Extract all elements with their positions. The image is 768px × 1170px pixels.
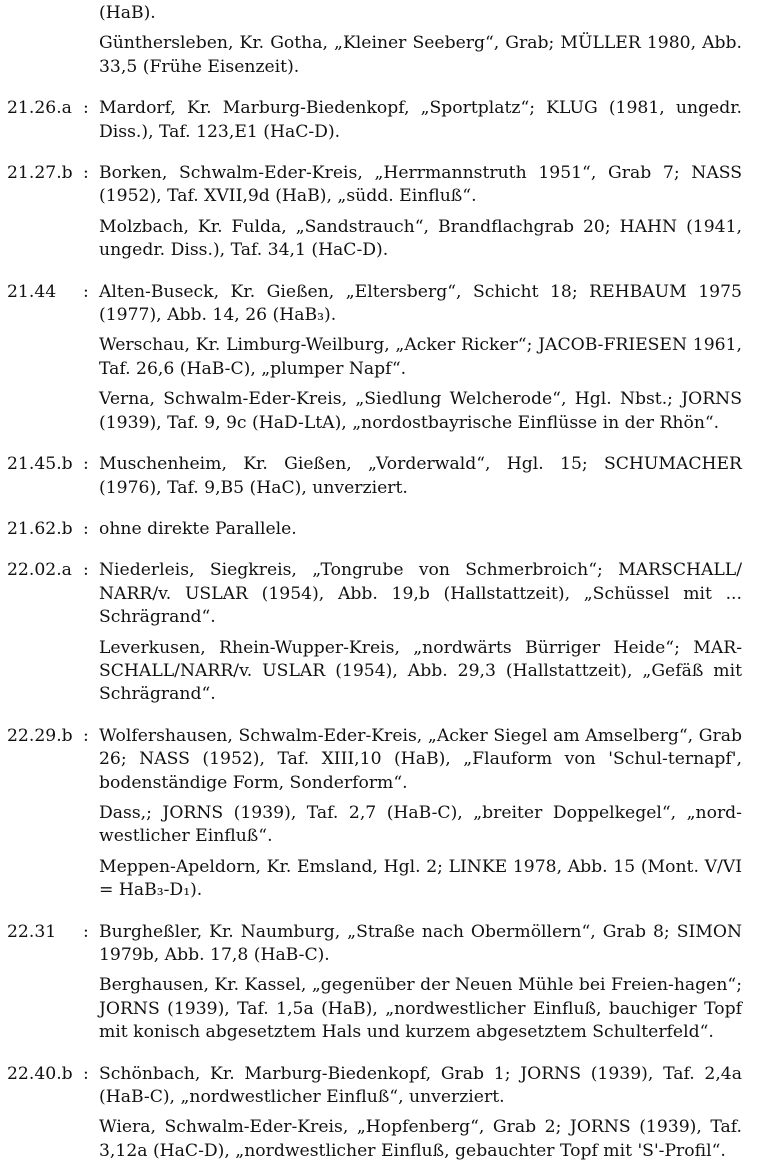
entry-body xyxy=(99,725,742,910)
entry-gap xyxy=(0,1052,768,1063)
entry-gap xyxy=(0,548,768,559)
catalog-document xyxy=(0,2,768,1170)
entry-gap xyxy=(0,151,768,162)
entry-gap xyxy=(0,442,768,453)
entry-code: 21.44 xyxy=(7,281,57,302)
entry-separator: : xyxy=(83,518,89,539)
entry-reference: ohne direkte Parallele. xyxy=(99,518,297,539)
entry-reference: Wiera, Schwalm-Eder-Kreis, „Hopfenberg“, Grab 2; JORNS (1939), Taf. 3,12a (HaC-D), „nordwestlicher Einfluß, gebauchter Topf mit 'S'-Profil“. xyxy=(99,1117,742,1161)
entry-body xyxy=(99,281,742,442)
entry-reference: Günthersleben, Kr. Gotha, „Kleiner Seeberg“, Grab; MÜLLER 1980, Abb. 33,5 (Frühe Eisenzeit). xyxy=(99,33,742,77)
entry-separator: : xyxy=(83,560,89,581)
entry-separator: : xyxy=(83,163,89,184)
entry-code: 21.26.a xyxy=(7,98,72,119)
entry-reference: Verna, Schwalm-Eder-Kreis, „Siedlung Welcherode“, Hgl. Nbst.; JORNS (1939), Taf. 9, 9c (HaD-LtA), „nordostbayrische Einflüsse in der Rhön“. xyxy=(99,389,742,433)
entry-separator: : xyxy=(83,454,89,475)
entry-code: 22.29.b xyxy=(7,725,73,746)
entry-code: 22.40.b xyxy=(7,1063,73,1084)
catalog-entry xyxy=(0,518,768,548)
entry-code: 21.45.b xyxy=(7,454,73,475)
entry-separator: : xyxy=(83,725,89,746)
entry-reference: Burgheßler, Kr. Naumburg, „Straße nach Obermöllern“, Grab 8; SIMON 1979b, Abb. 17,8 (HaB-C). xyxy=(99,921,742,965)
catalog-entry xyxy=(0,1063,768,1170)
entry-code: 21.62.b xyxy=(7,518,73,539)
catalog-entry xyxy=(0,453,768,507)
entry-reference: Muschenheim, Kr. Gießen, „Vorderwald“, Hgl. 15; SCHUMACHER (1976), Taf. 9,B5 (HaC), unverziert. xyxy=(99,454,742,498)
entry-body xyxy=(99,453,742,507)
entry-body xyxy=(99,162,742,270)
entry-reference: Alten-Buseck, Kr. Gießen, „Eltersberg“, Schicht 18; REHBAUM 1975 (1977), Abb. 14, 26 (HaB₃). xyxy=(99,281,742,326)
entry-gap xyxy=(0,714,768,725)
entry-gap xyxy=(0,910,768,921)
entry-body xyxy=(99,518,742,548)
catalog-entry xyxy=(0,162,768,270)
entry-code xyxy=(0,2,83,86)
catalog-entry xyxy=(0,921,768,1052)
entry-separator: : xyxy=(83,1063,89,1084)
entry-separator: : xyxy=(83,921,89,942)
entry-reference: Meppen-Apeldorn, Kr. Emsland, Hgl. 2; LINKE 1978, Abb. 15 (Mont. V/VI = HaB₃-D₁). xyxy=(99,856,742,901)
entry-gap xyxy=(0,86,768,97)
catalog-entry xyxy=(0,559,768,713)
entry-body xyxy=(99,559,742,713)
catalog-entry xyxy=(0,97,768,151)
catalog-entry xyxy=(0,2,768,86)
catalog-entry xyxy=(0,725,768,910)
entry-reference: (HaB). xyxy=(99,3,156,23)
entry-body xyxy=(99,2,742,86)
entry-separator: : xyxy=(83,98,89,119)
entry-reference: Molzbach, Kr. Fulda, „Sandstrauch“, Brandflachgrab 20; HAHN (1941, ungedr. Diss.), Taf. 34,1 (HaC-D). xyxy=(99,216,742,261)
entry-reference: Niederleis, Siegkreis, „Tongrube von Schmerbroich“; MARSCHALL/ NARR/v. USLAR (1954), Abb. 19,b (Hallstattzeit), „Schüssel mit ... Schrägrand“. xyxy=(99,560,742,628)
entry-code: 21.27.b xyxy=(7,163,73,184)
catalog-entry xyxy=(0,281,768,442)
entry-body xyxy=(99,921,742,1052)
entry-reference: Dass,; JORNS (1939), Taf. 2,7 (HaB-C), „breiter Doppelkegel“, „nord-westlicher Einfluß“. xyxy=(99,802,742,847)
entry-reference: Schönbach, Kr. Marburg-Biedenkopf, Grab 1; JORNS (1939), Taf. 2,4a (HaB-C), „nordwestlicher Einfluß“, unverziert. xyxy=(99,1063,742,1108)
entry-separator xyxy=(83,2,99,86)
entry-code: 22.31 xyxy=(7,921,57,942)
entry-reference: Leverkusen, Rhein-Wupper-Kreis, „nordwärts Bürriger Heide“; MAR-SCHALL/NARR/v. USLAR (1954), Abb. 29,3 (Hallstattzeit), „Gefäß mit Schrägrand“. xyxy=(99,637,742,705)
entry-code: 22.02.a xyxy=(7,560,72,581)
entry-gap xyxy=(0,507,768,518)
entry-reference: Borken, Schwalm-Eder-Kreis, „Herrmannstruth 1951“, Grab 7; NASS (1952), Taf. XVII,9d (HaB), „südd. Einfluß“. xyxy=(99,163,742,207)
entry-body xyxy=(99,1063,742,1170)
entry-separator: : xyxy=(83,281,89,302)
entry-reference: Mardorf, Kr. Marburg-Biedenkopf, „Sportplatz“; KLUG (1981, ungedr. Diss.), Taf. 123,E1 (HaC-D). xyxy=(99,98,742,142)
entry-reference: Wolfershausen, Schwalm-Eder-Kreis, „Acker Siegel am Amselberg“, Grab 26; NASS (1952), Taf. XIII,10 (HaB), „Flauform von 'Schul-ternapf', bodenständige Form, Sonderform“. xyxy=(99,725,742,793)
entry-reference: Berghausen, Kr. Kassel, „gegenüber der Neuen Mühle bei Freien-hagen“; JORNS (1939), Taf. 1,5a (HaB), „nordwestlicher Einfluß, bauchiger Topf mit konisch abgesetztem Hals und kurzem abgesetztem Schulterfeld“. xyxy=(99,975,742,1043)
entry-reference: Werschau, Kr. Limburg-Weilburg, „Acker Ricker“; JACOB-FRIESEN 1961, Taf. 26,6 (HaB-C), „plumper Napf“. xyxy=(99,335,742,379)
entry-gap xyxy=(0,270,768,281)
entry-body xyxy=(99,97,742,151)
